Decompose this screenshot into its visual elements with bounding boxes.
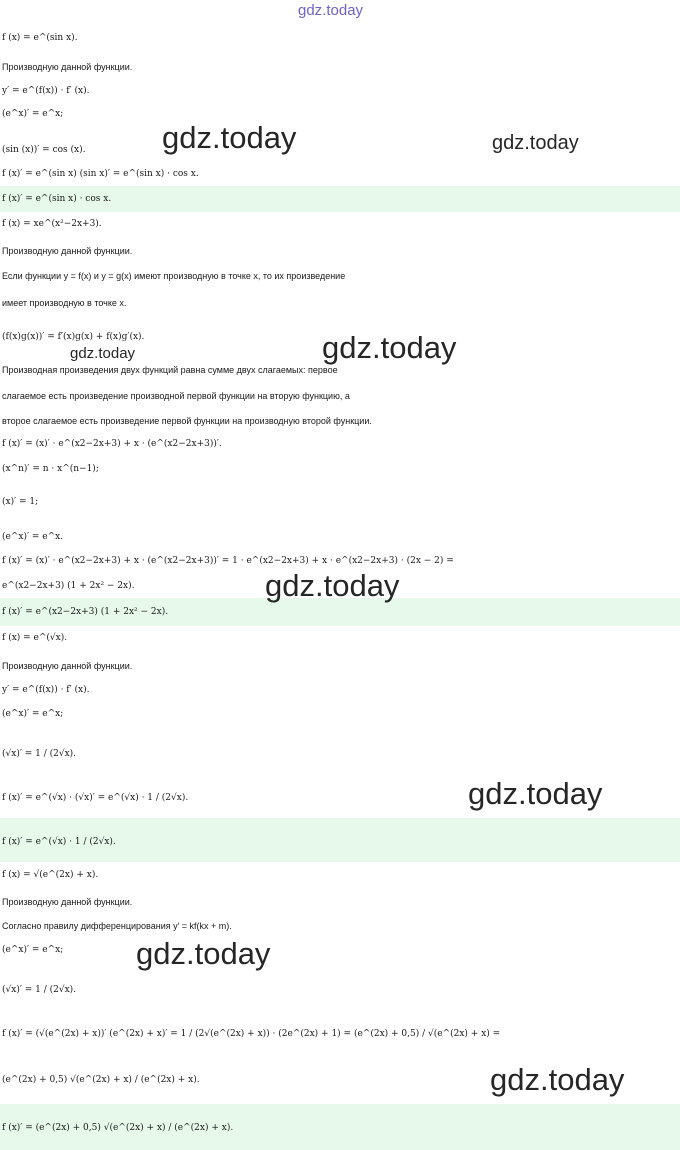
- watermark: gdz.today: [265, 568, 400, 603]
- watermark: gdz.today: [492, 132, 579, 154]
- formula-line: f (x)′ = (x)′ · e^(x2−2x+3) + x · (e^(x2−2x+3))′.: [2, 439, 222, 449]
- text-line: Согласно правилу дифференцирования y′ = kf(kx + m).: [2, 921, 232, 931]
- formula-line: f (x) = xe^(x²−2x+3).: [2, 219, 102, 229]
- formula-line: (√x)′ = 1 / (2√x).: [2, 749, 77, 759]
- formula-line: (√x)′ = 1 / (2√x).: [2, 985, 77, 995]
- text-line: Производную данной функции.: [2, 897, 133, 907]
- formula-line: e^(x2−2x+3) (1 + 2x² − 2x).: [2, 581, 135, 591]
- formula-line: f (x)′ = e^(sin x) (sin x)′ = e^(sin x) · cos x.: [2, 169, 199, 179]
- answer-line: f (x)′ = (e^(2x) + 0,5) √(e^(2x) + x) / (e^(2x) + x).: [2, 1123, 234, 1133]
- text-line: Производную данной функции.: [2, 661, 133, 671]
- answer-line: f (x)′ = e^(√x) · 1 / (2√x).: [2, 837, 116, 847]
- text-line: Производная произведения двух функций равна сумме двух слагаемых: первое: [2, 365, 338, 375]
- formula-line: (f(x)g(x))′ = f′(x)g(x) + f(x)g′(x).: [2, 332, 145, 342]
- formula-line: f (x)′ = e^(√x) · (√x)′ = e^(√x) · 1 / (2√x).: [2, 793, 189, 803]
- formula-line: f (x)′ = (√(e^(2x) + x))′ (e^(2x) + x)′ = 1 / (2√(e^(2x) + x)) · (2e^(2x) + 1) = (e^(2x) + 0,5) / √(e^(2x) + x) =: [2, 1029, 501, 1039]
- text-line: Производную данной функции.: [2, 246, 133, 256]
- text-line: Производную данной функции.: [2, 62, 133, 72]
- formula-line: (e^x)′ = e^x;: [2, 945, 64, 955]
- watermark: gdz.today: [162, 120, 297, 155]
- watermark: gdz.today: [468, 776, 603, 811]
- watermark: gdz.today: [136, 936, 271, 971]
- text-line: слагаемое есть произведение производной первой функции на вторую функцию, а: [2, 391, 350, 401]
- answer-line: f (x)′ = e^(x2−2x+3) (1 + 2x² − 2x).: [2, 607, 169, 617]
- watermark: gdz.today: [322, 330, 457, 365]
- formula-line: (e^x)′ = e^x;: [2, 709, 64, 719]
- text-line: Если функции y = f(x) и y = g(x) имеют производную в точке x, то их произведение: [2, 271, 346, 281]
- formula-line: f (x) = e^(√x).: [2, 633, 68, 643]
- formula-line: f (x) = e^(sin x).: [2, 33, 78, 43]
- formula-line: f (x) = √(e^(2x) + x).: [2, 870, 99, 880]
- formula-line: f (x)′ = (x)′ · e^(x2−2x+3) + x · (e^(x2−2x+3))′ = 1 · e^(x2−2x+3) + x · e^(x2−2x+3) · (2x − 2) =: [2, 556, 454, 566]
- watermark: gdz.today: [70, 345, 136, 362]
- formula-line: y′ = e^(f(x)) · f′ (x).: [2, 86, 90, 96]
- formula-line: (x^n)′ = n · x^(n−1);: [2, 464, 99, 474]
- formula-line: (e^x)′ = e^x;: [2, 109, 64, 119]
- formula-line: (x)′ = 1;: [2, 497, 39, 507]
- formula-line: y′ = e^(f(x)) · f′ (x).: [2, 685, 90, 695]
- text-line: второе слагаемое есть произведение первой функции на производную второй функции.: [2, 416, 372, 426]
- answer-line: f (x)′ = e^(sin x) · cos x.: [2, 194, 112, 204]
- watermark: gdz.today: [298, 2, 364, 19]
- formula-line: (e^(2x) + 0,5) √(e^(2x) + x) / (e^(2x) + x).: [2, 1075, 200, 1085]
- formula-line: (e^x)′ = e^x.: [2, 532, 64, 542]
- formula-line: (sin (x))′ = cos (x).: [2, 145, 86, 155]
- text-line: имеет производную в точке x.: [2, 298, 127, 308]
- watermark: gdz.today: [490, 1062, 625, 1097]
